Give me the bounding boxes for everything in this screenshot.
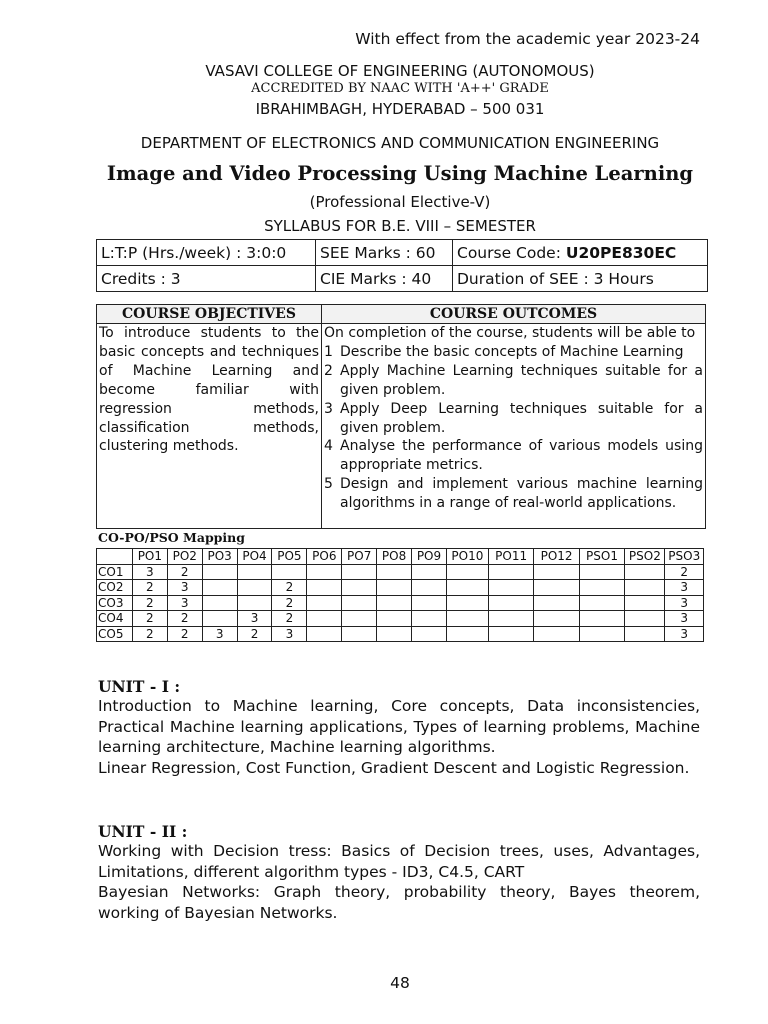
outcome-text: Analyse the performance of various models using appropriate metrics.	[340, 438, 703, 474]
outcome-item	[324, 475, 703, 513]
unit-1-regression: Linear Regression, Cost Function, Gradient Descent and Logistic Regression.	[98, 759, 690, 777]
outcomes-intro: On completion of the course, students will be able to	[324, 325, 696, 341]
mapping-cell	[272, 564, 307, 580]
mapping-cell	[412, 580, 447, 596]
mapping-cell	[625, 626, 665, 642]
outcome-item	[324, 437, 703, 475]
mapping-column-header: PO4	[237, 549, 272, 565]
mapping-cell	[342, 580, 377, 596]
mapping-row	[97, 580, 704, 596]
outcome-item	[324, 362, 703, 400]
mapping-row-header: CO2	[97, 580, 133, 596]
mapping-cell	[412, 595, 447, 611]
mapping-header-row	[97, 549, 704, 565]
mapping-cell	[579, 564, 624, 580]
mapping-cell	[307, 626, 342, 642]
mapping-column-header: PSO2	[625, 549, 665, 565]
course-info-table	[96, 239, 708, 292]
unit-1-topics: Introduction to Machine learning, Core concepts, Data inconsistencies, Practical Machine learning applications, Types of learning problems, Machine learning architecture, Machine learning algorithms.	[98, 697, 700, 757]
mapping-cell	[377, 580, 412, 596]
mapping-cell	[237, 564, 272, 580]
mapping-cell	[342, 595, 377, 611]
mapping-cell	[342, 626, 377, 642]
ltp-cell: L:T:P (Hrs./week) : 3:0:0	[97, 240, 316, 266]
outcomes-cell	[322, 324, 706, 529]
college-name: VASAVI COLLEGE OF ENGINEERING (AUTONOMOUS)	[205, 62, 595, 80]
mapping-cell	[446, 564, 488, 580]
outcome-number: 2	[324, 362, 333, 379]
elective-label: (Professional Elective-V)	[309, 193, 491, 211]
mapping-cell: 3	[272, 626, 307, 642]
mapping-cell: 2	[132, 580, 167, 596]
mapping-row-header: CO1	[97, 564, 133, 580]
outcome-item	[324, 343, 703, 362]
course-code-label: Course Code:	[457, 243, 566, 262]
see-marks-cell: SEE Marks : 60	[316, 240, 453, 266]
mapping-cell: 2	[237, 626, 272, 642]
accreditation: ACCREDITED BY NAAC WITH 'A++' GRADE	[251, 81, 549, 96]
mapping-cell	[377, 595, 412, 611]
page-number: 48	[390, 974, 410, 992]
mapping-cell	[237, 595, 272, 611]
department: DEPARTMENT OF ELECTRONICS AND COMMUNICATION ENGINEERING	[140, 134, 660, 152]
mapping-cell	[625, 564, 665, 580]
mapping-cell	[579, 611, 624, 627]
outcome-text: Design and implement various machine learning algorithms in a range of real-world applications.	[340, 476, 703, 512]
syllabus-label: SYLLABUS FOR B.E. VIII – SEMESTER	[264, 217, 536, 235]
mapping-cell	[534, 580, 579, 596]
mapping-column-header: PSO3	[665, 549, 704, 565]
mapping-cell: 2	[132, 595, 167, 611]
mapping-cell	[377, 564, 412, 580]
mapping-cell: 2	[272, 580, 307, 596]
mapping-column-header: PO11	[488, 549, 533, 565]
cie-marks-cell: CIE Marks : 40	[316, 266, 453, 292]
mapping-row	[97, 564, 704, 580]
mapping-cell: 3	[665, 580, 704, 596]
mapping-column-header: PO12	[534, 549, 579, 565]
mapping-row-header: CO3	[97, 595, 133, 611]
mapping-cell: 2	[272, 595, 307, 611]
mapping-title: CO-PO/PSO Mapping	[98, 530, 245, 545]
mapping-column-header: PO10	[446, 549, 488, 565]
mapping-cell	[342, 564, 377, 580]
unit-1-title: UNIT - I :	[98, 677, 181, 696]
course-code-value: U20PE830EC	[565, 243, 677, 262]
mapping-column-header: PO2	[167, 549, 202, 565]
mapping-cell	[202, 611, 237, 627]
mapping-column-header: PO6	[307, 549, 342, 565]
mapping-cell	[488, 564, 533, 580]
mapping-cell	[488, 580, 533, 596]
mapping-cell	[307, 580, 342, 596]
mapping-cell	[579, 595, 624, 611]
course-title: Image and Video Processing Using Machine Learning	[106, 162, 694, 185]
mapping-cell: 3	[202, 626, 237, 642]
mapping-cell	[202, 580, 237, 596]
outcome-text: Apply Deep Learning techniques suitable for a given problem.	[340, 400, 703, 436]
objectives-text: To introduce students to the basic concepts and techniques of Machine Learning and become familiar with regression methods, classification methods, clustering methods.	[97, 324, 322, 529]
effect-date: With effect from the academic year 2023-24	[355, 30, 700, 48]
mapping-row	[97, 626, 704, 642]
mapping-cell	[579, 580, 624, 596]
mapping-row	[97, 595, 704, 611]
mapping-cell	[488, 626, 533, 642]
outcome-number: 5	[324, 476, 333, 493]
credits-cell: Credits : 3	[97, 266, 316, 292]
mapping-cell	[488, 595, 533, 611]
mapping-cell	[202, 564, 237, 580]
mapping-cell: 2	[167, 611, 202, 627]
address: IBRAHIMBAGH, HYDERABAD – 500 031	[255, 100, 545, 118]
outcomes-heading: COURSE OUTCOMES	[322, 305, 706, 324]
objectives-heading: COURSE OBJECTIVES	[97, 305, 322, 324]
mapping-cell	[446, 580, 488, 596]
mapping-cell	[446, 595, 488, 611]
outcome-item	[324, 400, 703, 438]
outcomes-list	[324, 343, 703, 513]
mapping-cell: 3	[132, 564, 167, 580]
mapping-cell: 3	[167, 595, 202, 611]
mapping-cell	[625, 611, 665, 627]
mapping-column-header: PO9	[412, 549, 447, 565]
mapping-cell: 3	[665, 626, 704, 642]
mapping-cell	[342, 611, 377, 627]
mapping-cell	[377, 626, 412, 642]
mapping-cell	[446, 626, 488, 642]
mapping-row-header: CO4	[97, 611, 133, 627]
mapping-column-header: PSO1	[579, 549, 624, 565]
mapping-cell: 2	[132, 611, 167, 627]
mapping-cell: 3	[665, 595, 704, 611]
mapping-cell	[534, 595, 579, 611]
mapping-cell	[377, 611, 412, 627]
mapping-cell: 3	[237, 611, 272, 627]
mapping-cell	[202, 595, 237, 611]
mapping-cell	[579, 626, 624, 642]
mapping-cell: 2	[167, 564, 202, 580]
mapping-column-header: PO5	[272, 549, 307, 565]
duration-cell: Duration of SEE : 3 Hours	[453, 266, 708, 292]
mapping-column-header: PO7	[342, 549, 377, 565]
mapping-column-header: PO3	[202, 549, 237, 565]
objectives-outcomes-table	[96, 304, 706, 529]
mapping-cell: 3	[167, 580, 202, 596]
unit-2-bayesian: Bayesian Networks: Graph theory, probability theory, Bayes theorem, working of Bayesian Networks.	[98, 883, 700, 922]
mapping-corner-cell	[97, 549, 133, 565]
outcome-text: Describe the basic concepts of Machine Learning	[340, 343, 684, 360]
outcome-number: 3	[324, 400, 333, 417]
mapping-cell	[412, 611, 447, 627]
mapping-cell: 2	[167, 626, 202, 642]
mapping-cell	[237, 580, 272, 596]
mapping-cell	[534, 564, 579, 580]
mapping-row	[97, 611, 704, 627]
mapping-cell	[488, 611, 533, 627]
mapping-cell	[307, 564, 342, 580]
mapping-cell: 2	[272, 611, 307, 627]
unit-2-title: UNIT - II :	[98, 822, 188, 841]
unit-2-decision-trees: Working with Decision tress: Basics of Decision trees, uses, Advantages, Limitations, different algorithm types - ID3, C4.5, CART	[98, 842, 700, 881]
mapping-cell: 2	[665, 564, 704, 580]
mapping-row-header: CO5	[97, 626, 133, 642]
mapping-cell	[534, 611, 579, 627]
outcome-number: 1	[324, 343, 333, 360]
course-code-cell	[453, 240, 708, 266]
co-po-mapping-table	[96, 548, 704, 642]
mapping-cell	[307, 611, 342, 627]
mapping-column-header: PO1	[132, 549, 167, 565]
mapping-cell	[307, 595, 342, 611]
mapping-cell	[534, 626, 579, 642]
mapping-cell	[412, 626, 447, 642]
mapping-cell	[625, 595, 665, 611]
outcome-number: 4	[324, 438, 333, 455]
mapping-cell: 3	[665, 611, 704, 627]
mapping-cell	[412, 564, 447, 580]
mapping-cell	[625, 580, 665, 596]
mapping-cell: 2	[132, 626, 167, 642]
mapping-cell	[446, 611, 488, 627]
outcome-text: Apply Machine Learning techniques suitable for a given problem.	[340, 362, 703, 398]
mapping-column-header: PO8	[377, 549, 412, 565]
